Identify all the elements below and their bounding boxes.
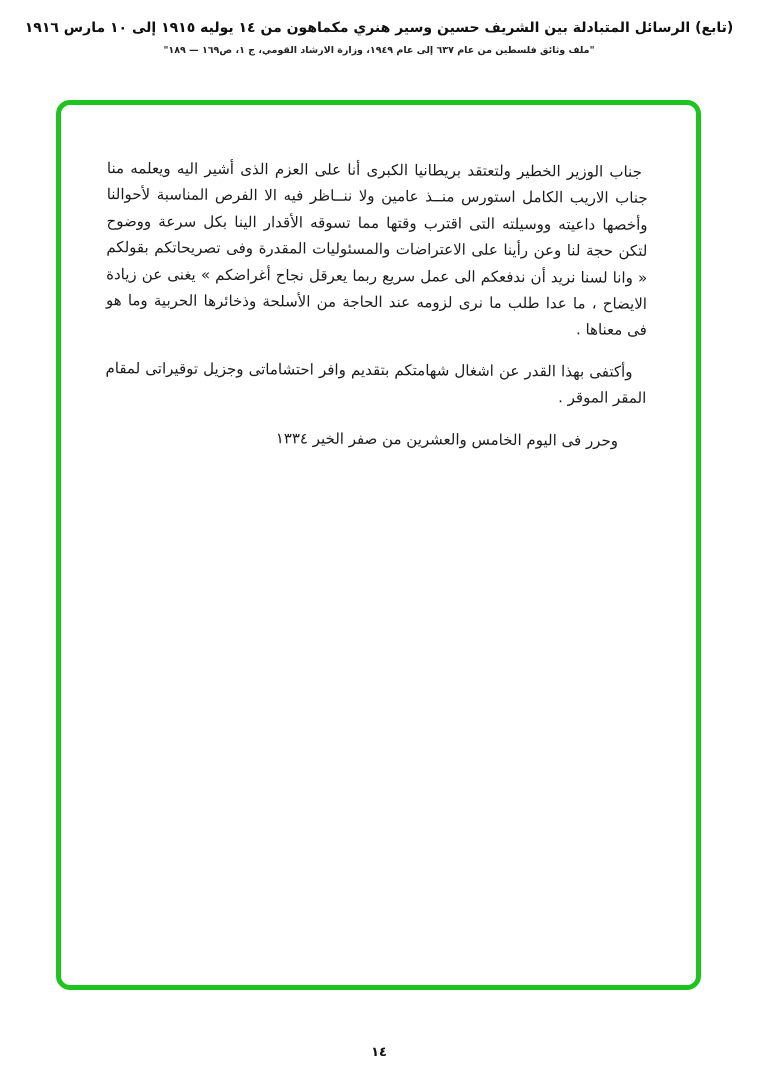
- letter-paragraph-1: جناب الوزير الخطير ولتعتقد بريطانيا الكبرى أنا على العزم الذى أشير اليه ويعلمه منا جناب الاريب الكامل استورس منــذ عامين ولا ننــاظر فيه الا الفرص المناسبة لأحوالنا وأخصها داعيته ووسيلته التى اقترب وقتها مما تسوقه الأقدار الينا بكل سرعة ووضوح لتكن حجة لنا وعن رأينا على الاعتراضات والمسئوليات المقدرة وفى تصريحاتكم بقولكم « وانا لسنا نريد أن ندفعكم الى عمل سريع ربما يعرقل نجاح أغراضكم » يغنى عن زيادة الايضاح ، ما عدا طلب ما نرى لزومه عند الحاجة من الأسلحة وذخائرها الحربية وما هو فى معناها .: [105, 159, 648, 340]
- letter-frame: [56, 100, 701, 990]
- page-footer: [0, 1041, 758, 1060]
- letter-paragraph-2: وأكتفى بهذا القدر عن اشغال شهامتكم بتقديم وافر احتشاماتى وجزيل توقيراتى لمقام المقر الموقر .: [105, 358, 647, 408]
- letter-body: [105, 155, 648, 454]
- document-header: [0, 20, 758, 56]
- document-title: (تابع) الرسائل المتبادلة بين الشريف حسين وسير هنري مكماهون من ١٤ يوليه ١٩١٥ إلى ١٠ مارس ١٩١٦: [24, 20, 734, 36]
- document-subtitle: "ملف وثائق فلسطين من عام ٦٣٧ إلى عام ١٩٤٩، وزارة الارشاد القومي، ج ١، ص١٦٩ — ١٨٩": [163, 45, 595, 56]
- page-number: ١٤: [371, 1045, 387, 1060]
- letter-dateline: وحرر فى اليوم الخامس والعشرين من صفر الخير ١٣٣٤: [275, 428, 619, 450]
